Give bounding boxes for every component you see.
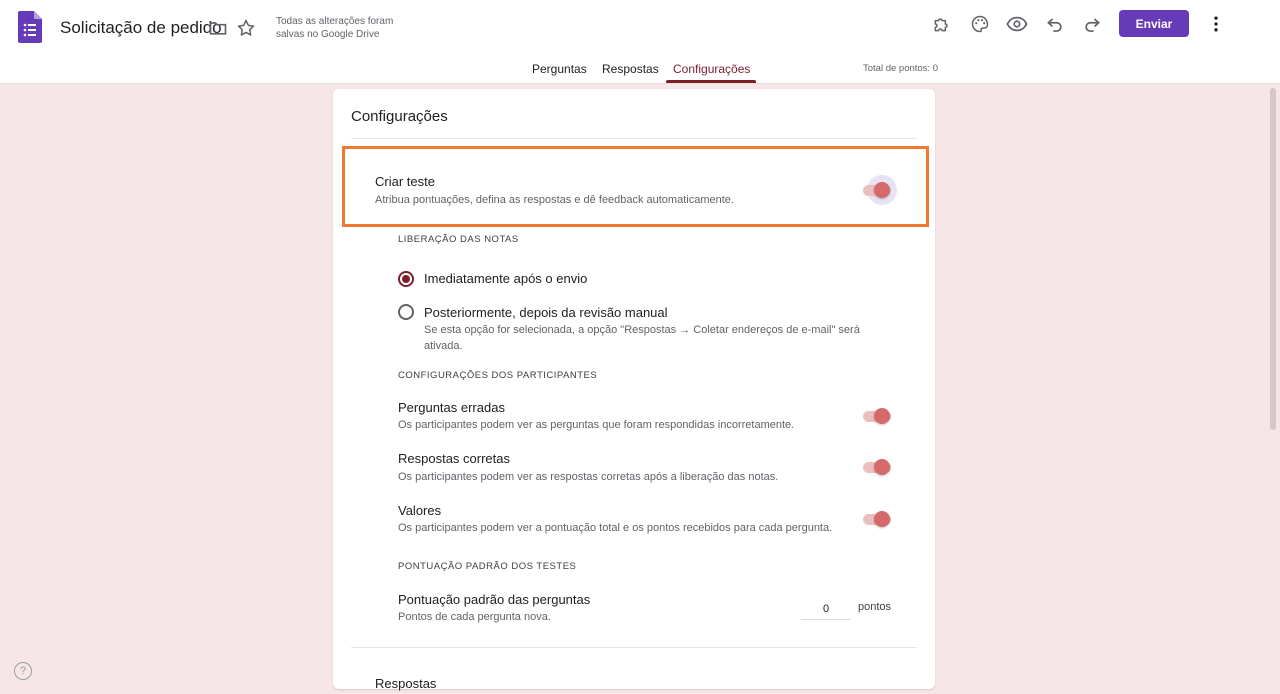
redo-icon[interactable] bbox=[1080, 12, 1104, 36]
values-title: Valores bbox=[398, 503, 442, 518]
help-icon[interactable]: ? bbox=[14, 662, 32, 680]
release-section-label: LIBERAÇÃO DAS NOTAS bbox=[398, 234, 519, 245]
app-header bbox=[0, 0, 1280, 84]
correct-answers-title: Respostas corretas bbox=[398, 451, 510, 466]
radio-later[interactable] bbox=[398, 304, 414, 320]
send-button[interactable]: Enviar bbox=[1119, 10, 1189, 37]
more-vert-icon[interactable] bbox=[1204, 12, 1228, 36]
radio-immediately-label: Imediatamente após o envio bbox=[424, 271, 588, 286]
wrong-answers-toggle[interactable] bbox=[862, 406, 894, 426]
active-tab-indicator bbox=[666, 80, 756, 83]
scrollbar[interactable] bbox=[1270, 88, 1276, 430]
settings-title: Configurações bbox=[351, 108, 448, 125]
radio-later-desc-cont: ativada. bbox=[424, 340, 463, 352]
quiz-toggle[interactable] bbox=[862, 180, 894, 200]
values-desc: Os participantes podem ver a pontuação total e os pontos recebidos para cada pergunta. bbox=[398, 522, 833, 534]
tab-configuracoes[interactable]: Configurações bbox=[673, 62, 751, 76]
save-status: Todas as alterações foram salvas no Google Drive bbox=[276, 16, 394, 40]
default-points-section-label: PONTUAÇÃO PADRÃO DOS TESTES bbox=[398, 561, 577, 572]
divider bbox=[351, 647, 917, 648]
palette-icon[interactable] bbox=[968, 12, 992, 36]
folder-icon[interactable] bbox=[206, 16, 230, 40]
default-points-input[interactable] bbox=[801, 598, 851, 620]
tab-respostas[interactable]: Respostas bbox=[602, 62, 659, 76]
participants-section-label: CONFIGURAÇÕES DOS PARTICIPANTES bbox=[398, 370, 598, 381]
values-toggle[interactable] bbox=[862, 509, 894, 529]
responses-section-title: Respostas bbox=[375, 676, 437, 691]
wrong-answers-title: Perguntas erradas bbox=[398, 400, 505, 415]
default-points-title: Pontuação padrão das perguntas bbox=[398, 592, 591, 607]
correct-answers-toggle[interactable] bbox=[862, 457, 894, 477]
preview-eye-icon[interactable] bbox=[1005, 12, 1029, 36]
forms-logo-icon[interactable] bbox=[18, 11, 42, 43]
quiz-title: Criar teste bbox=[375, 174, 435, 189]
star-icon[interactable] bbox=[234, 16, 258, 40]
default-points-desc: Pontos de cada pergunta nova. bbox=[398, 611, 551, 623]
correct-answers-desc: Os participantes podem ver as respostas corretas após a liberação das notas. bbox=[398, 471, 779, 483]
radio-immediately[interactable] bbox=[398, 271, 414, 287]
divider bbox=[351, 138, 917, 139]
tab-perguntas[interactable]: Perguntas bbox=[532, 62, 587, 76]
undo-icon[interactable] bbox=[1043, 12, 1067, 36]
wrong-answers-desc: Os participantes podem ver as perguntas que foram respondidas incorretamente. bbox=[398, 419, 795, 431]
total-points: Total de pontos: 0 bbox=[863, 63, 938, 74]
document-title[interactable]: Solicitação de pedido bbox=[60, 18, 222, 37]
addon-puzzle-icon[interactable] bbox=[930, 12, 954, 36]
radio-later-label: Posteriormente, depois da revisão manual bbox=[424, 305, 668, 320]
radio-later-desc: Se esta opção for selecionada, a opção "Respostas → Coletar endereços de e-mail" será bbox=[424, 324, 860, 336]
quiz-desc: Atribua pontuações, defina as respostas e dê feedback automaticamente. bbox=[375, 194, 734, 206]
points-unit: pontos bbox=[858, 601, 892, 613]
